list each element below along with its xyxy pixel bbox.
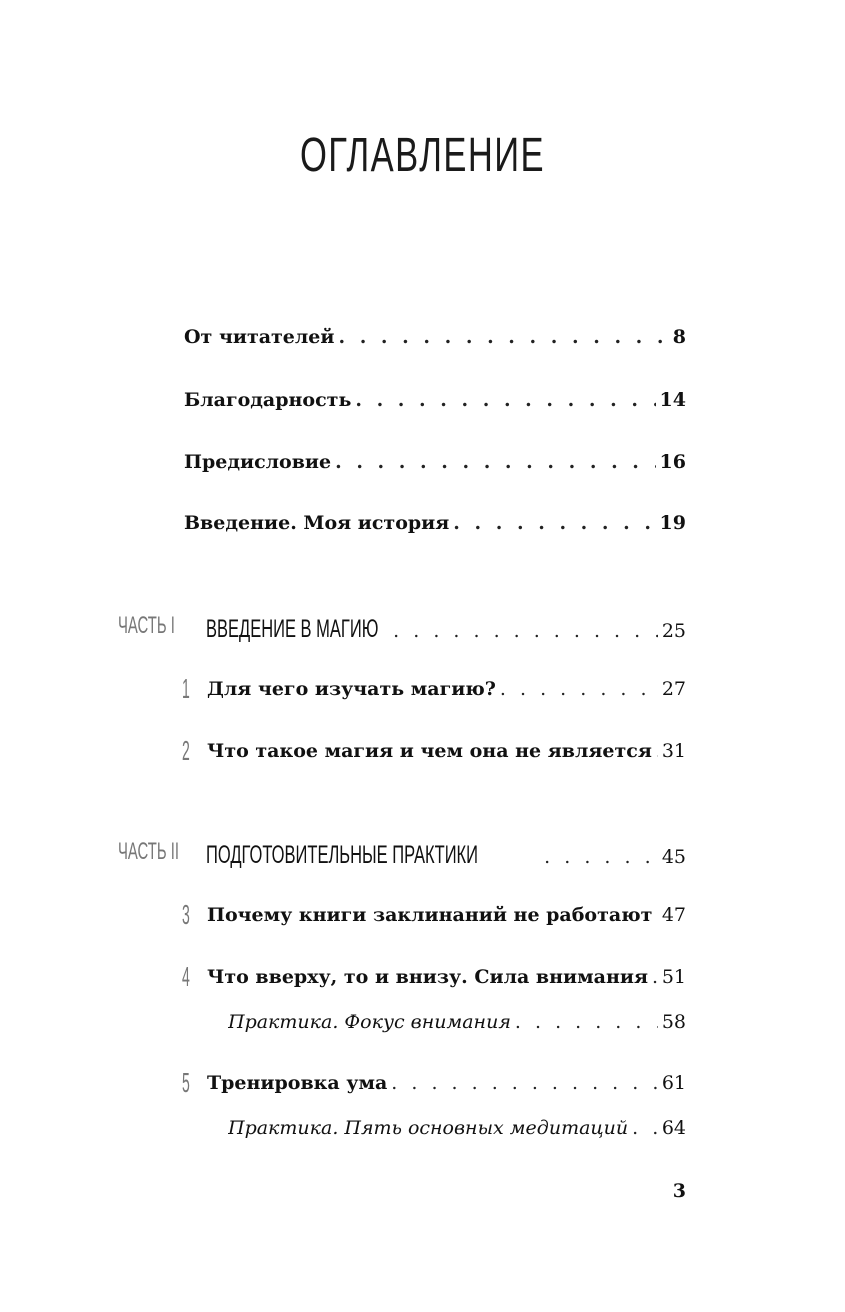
- toc-chapter-title: Для чего изучать магию?: [207, 678, 496, 700]
- toc-entry-page: 16: [659, 451, 686, 473]
- toc-entry-label: Благодарность: [184, 389, 352, 411]
- page-title: ОГЛАВЛЕНИЕ: [299, 129, 546, 182]
- toc-entry[interactable]: [184, 451, 686, 473]
- toc-entry-page: 61: [661, 1072, 686, 1094]
- toc-entry[interactable]: [184, 389, 686, 411]
- toc-part-entry[interactable]: [206, 841, 686, 870]
- leader-dots: [632, 1117, 658, 1139]
- toc-entry-page: 8: [672, 326, 686, 348]
- toc-chapter-entry[interactable]: [207, 1072, 686, 1094]
- toc-entry-page: 64: [661, 1117, 686, 1139]
- toc-chapter-title: Почему книги заклинаний не работают: [207, 904, 653, 926]
- leader-dots: [393, 620, 658, 642]
- chapter-number: 1: [182, 673, 190, 704]
- toc-chapter-entry[interactable]: [207, 904, 686, 926]
- toc-chapter-title: Тренировка ума: [207, 1072, 388, 1094]
- leader-dots: [500, 678, 658, 700]
- leader-dots: [453, 512, 655, 534]
- chapter-number: 4: [182, 961, 190, 992]
- chapter-number: 2: [182, 735, 190, 766]
- leader-dots: [335, 451, 655, 473]
- toc-part-entry[interactable]: [206, 615, 686, 644]
- leader-dots: [355, 389, 655, 411]
- toc-entry-label: Предисловие: [184, 451, 332, 473]
- toc-entry-page: 51: [661, 966, 686, 988]
- toc-entry-page: 45: [661, 846, 686, 868]
- toc-part-title: ВВЕДЕНИЕ В МАГИЮ: [206, 615, 379, 643]
- chapter-number: 3: [182, 899, 190, 930]
- toc-entry-page: 19: [659, 512, 686, 534]
- toc-entry[interactable]: [184, 512, 686, 534]
- toc-entry-page: 31: [661, 740, 686, 762]
- toc-entry[interactable]: [184, 326, 686, 348]
- toc-entry-page: 14: [659, 389, 686, 411]
- leader-dots: [391, 1072, 658, 1094]
- part-label: ЧАСТЬ II: [118, 838, 180, 865]
- toc-chapter-title: Что такое магия и чем она не является: [207, 740, 652, 762]
- chapter-number: 5: [182, 1067, 190, 1098]
- part-label: ЧАСТЬ I: [118, 612, 175, 639]
- toc-part-title: ПОДГОТОВИТЕЛЬНЫЕ ПРАКТИКИ: [206, 841, 479, 869]
- toc-entry-page: 58: [661, 1011, 686, 1033]
- page-number: 3: [672, 1180, 686, 1202]
- toc-entry-page: 25: [661, 620, 686, 642]
- toc-entry-page: 27: [661, 678, 686, 700]
- leader-dots: [338, 326, 668, 348]
- toc-practice-title: Практика. Пять основных медитаций: [228, 1117, 629, 1139]
- toc-entry-label: От читателей: [184, 326, 335, 348]
- toc-chapter-entry[interactable]: [207, 966, 686, 988]
- toc-entry-label: Введение. Моя история: [184, 512, 450, 534]
- leader-dots: [515, 1011, 658, 1033]
- toc-practice-title: Практика. Фокус внимания: [228, 1011, 511, 1033]
- toc-chapter-entry[interactable]: [207, 678, 686, 700]
- leader-dots: [544, 846, 658, 868]
- toc-chapter-entry[interactable]: [207, 740, 686, 762]
- toc-practice-entry[interactable]: [228, 1011, 686, 1033]
- toc-chapter-title: Что вверху, то и внизу. Сила внимания: [207, 966, 648, 988]
- toc-practice-entry[interactable]: [228, 1117, 686, 1139]
- toc-entry-page: 47: [661, 904, 686, 926]
